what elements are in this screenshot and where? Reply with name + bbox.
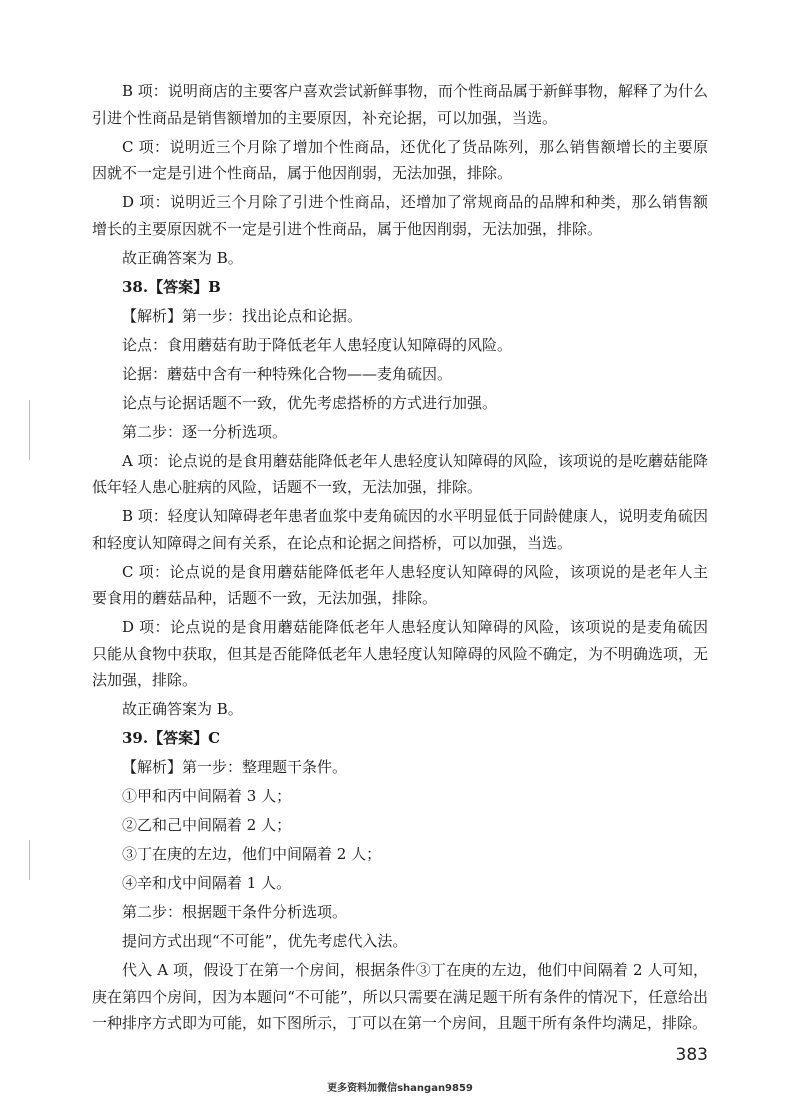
- argument-evidence: 论据：蘑菇中含有一种特殊化合物——麦角硫因。: [122, 364, 453, 383]
- option-a-explanation: A 项：论点说的是食用蘑菇能降低老年人患轻度认知障碍的风险，该项说的是吃蘑菇能降低年轻人患心脏病的风险，话题不一致，无法加强，排除。: [92, 451, 708, 496]
- option-a-substitution: 代入 A 项，假设丁在第一个房间，根据条件③丁在庚的左边，他们中间隔着 2 人可知，庚在第四个房间，因为本题问“不可能”，所以只需要在满足题干所有条件的情况下，任意给出一种排序方式即为可能，如下图所示，丁可以在第一个房间，且题干所有条件均满足，排除。: [92, 961, 708, 1032]
- option-b-explanation: B 项：说明商店的主要客户喜欢尝试新鲜事物，而个性商品属于新鲜事物，解释了为什么引进个性商品是销售额增加的主要原因，补充论据，可以加强，当选。: [92, 82, 708, 127]
- conclusion: 故正确答案为 B。: [122, 248, 243, 267]
- analysis-note: 论点与论据话题不一致，优先考虑搭桥的方式进行加强。: [122, 393, 498, 412]
- argument-thesis: 论点：食用蘑菇有助于降低老年人患轻度认知障碍的风险。: [122, 335, 513, 354]
- option-d-explanation: D 项：论点说的是食用蘑菇能降低老年人患轻度认知障碍的风险，该项说的是麦角硫因只能从食物中获取，但其是否能降低老年人患轻度认知障碍的风险不确定，为不明确选项，无法加强，排除。: [92, 618, 708, 689]
- option-b-explanation: B 项：轻度认知障碍老年患者血浆中麦角硫因的水平明显低于同龄健康人，说明麦角硫因和轻度认知障碍之间有关系，在论点和论据之间搭桥，可以加强，当选。: [92, 507, 708, 552]
- condition-1: ①甲和丙中间隔着 3 人；: [122, 787, 292, 805]
- analysis-note: 提问方式出现“不可能”，优先考虑代入法。: [122, 932, 408, 950]
- analysis-step-2: 第二步：根据题干条件分析选项。: [122, 903, 348, 921]
- condition-2: ②乙和己中间隔着 2 人；: [122, 816, 292, 834]
- analysis-step-1: 【解析】第一步：整理题干条件。: [122, 758, 348, 776]
- footer-note: 更多资料加微信shangan9859: [327, 1083, 473, 1094]
- analysis-step-1: 【解析】第一步：找出论点和论据。: [122, 306, 363, 325]
- scan-margin-mark: [29, 400, 30, 460]
- conclusion: 故正确答案为 B。: [122, 700, 243, 718]
- option-c-explanation: C 项：论点说的是食用蘑菇能降低老年人患轻度认知障碍的风险，该项说的是老年人主要食用的蘑菇品种，话题不一致，无法加强，排除。: [92, 562, 708, 607]
- option-d-explanation: D 项：说明近三个月除了引进个性商品，还增加了常规商品的品牌和种类，那么销售额增长的主要原因就不一定是引进个性商品，属于他因削弱，无法加强，排除。: [92, 193, 708, 238]
- answer-heading-39: 39.【答案】C: [122, 729, 221, 747]
- page-number: 383: [675, 1045, 708, 1065]
- scan-margin-mark: [29, 840, 30, 880]
- option-c-explanation: C 项：说明近三个月除了增加个性商品，还优化了货品陈列，那么销售额增长的主要原因就不一定是引进个性商品，属于他因削弱，无法加强，排除。: [92, 137, 708, 182]
- analysis-step-2: 第二步：逐一分析选项。: [122, 422, 288, 441]
- answer-heading-38: 38.【答案】B: [122, 277, 221, 296]
- condition-4: ④辛和戊中间隔着 1 人。: [122, 874, 292, 892]
- condition-3: ③丁在庚的左边，他们中间隔着 2 人；: [122, 845, 382, 863]
- page-body: [92, 78, 708, 1037]
